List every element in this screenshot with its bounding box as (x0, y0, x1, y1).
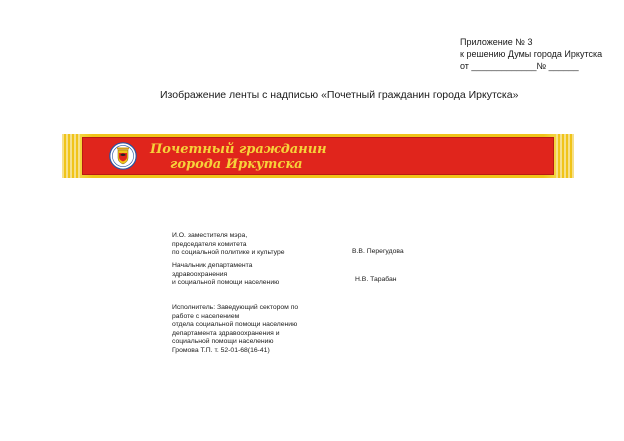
signature-title-line: здравоохранения (172, 270, 228, 278)
executor-line: Исполнитель: Заведующий сектором по (172, 304, 299, 311)
ribbon-line: Почетный гражданин (150, 142, 327, 157)
signature-title-line: Начальник департамента (172, 262, 253, 269)
appendix-line: Приложение № 3 (460, 37, 533, 47)
signature-title-line: по социальной политике и культуре (172, 249, 285, 256)
ribbon-stripe-right (556, 134, 574, 178)
signature-title-line: и социальной помощи населению (172, 279, 280, 286)
appendix-line: к решению Думы города Иркутска (460, 49, 603, 59)
ribbon-inscription (150, 142, 327, 172)
ribbon-line: города Иркутска (170, 157, 303, 172)
ribbon-image (62, 134, 574, 178)
ribbon-stripe-left (62, 134, 80, 178)
signature-block-department-head (172, 262, 279, 288)
signature-block-deputy-mayor (172, 232, 285, 258)
ribbon-band (82, 137, 554, 175)
signature-title-line: И.О. заместителя мэра, (172, 232, 248, 239)
executor-block (172, 304, 298, 355)
appendix-line: от _____________№ ______ (460, 61, 579, 71)
executor-line: Громова Т.П. т. 52-01-68(16-41) (172, 346, 270, 354)
irkutsk-coat-of-arms-icon (109, 142, 137, 170)
executor-line: департамента здравоохранения и (172, 329, 280, 337)
signature-title-line: председателя комитета (172, 240, 247, 248)
page-heading: Изображение ленты с надписью «Почетный гражданин города Иркутска» (160, 89, 519, 101)
executor-line: работе с населением (172, 312, 240, 320)
signature-name: Н.В. Тарабан (355, 276, 397, 283)
executor-line: отдела социальной помощи населению (172, 321, 298, 328)
executor-line: социальной помощи населению (172, 338, 274, 345)
appendix-note (460, 36, 602, 72)
signature-name: В.В. Перегудова (352, 248, 404, 255)
